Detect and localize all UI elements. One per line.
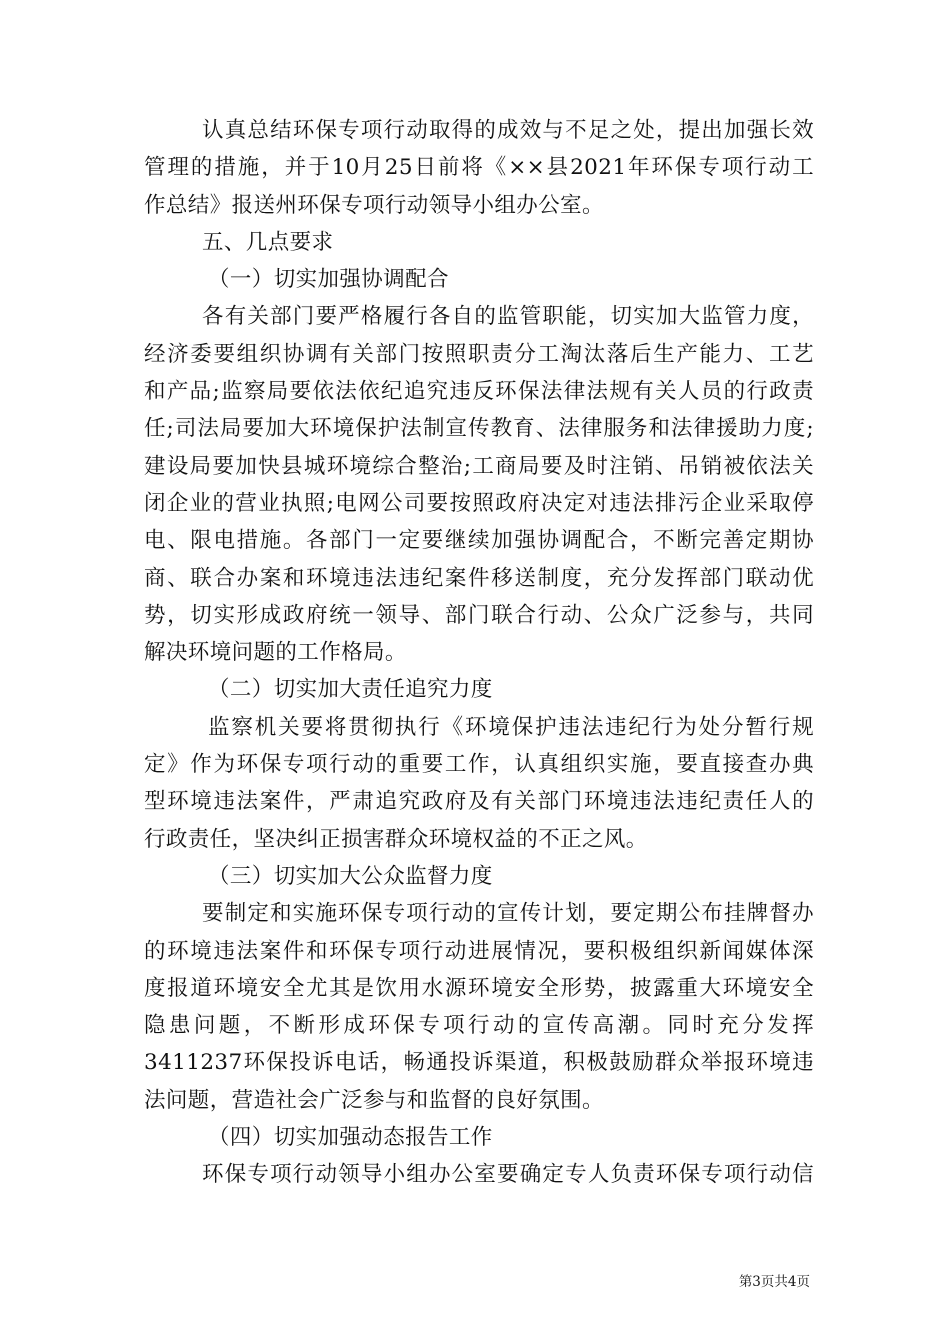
- paragraph-heading-5-1: [144, 261, 814, 298]
- text-line: 和产品;监察局要依法依纪追究违反环保法律法规有关人员的行政责: [144, 379, 814, 405]
- text-line: 任;司法局要加大环境保护法制宣传教育、法律服务和法律援助力度;: [144, 416, 814, 442]
- text-line: 环保专项行动领导小组办公室要确定专人负责环保专项行动信: [202, 1162, 814, 1188]
- text-line: 电、限电措施。各部门一定要继续加强协调配合，不断完善定期协: [144, 528, 814, 554]
- text-line: 五、几点要求: [202, 229, 334, 255]
- text-line: 行政责任，坚决纠正损害群众环境权益的不正之风。: [144, 826, 648, 852]
- text-line: 3411237环保投诉电话，畅通投诉渠道，积极鼓励群众举报环境违: [144, 1050, 814, 1076]
- paragraph-accountability: [144, 709, 814, 858]
- text-line: 隐患问题，不断形成环保专项行动的宣传高潮。同时充分发挥: [144, 1013, 814, 1039]
- text-line: （四）切实加强动态报告工作: [208, 1125, 493, 1151]
- text-line: 各有关部门要严格履行各自的监管职能，切实加大监管力度，: [202, 304, 814, 330]
- text-line: 定》作为环保专项行动的重要工作，认真组织实施，要直接查办典: [144, 752, 814, 778]
- page-number-footer: 第3页共4页: [738, 1274, 810, 1290]
- text-line: 认真总结环保专项行动取得的成效与不足之处，提出加强长效: [202, 118, 814, 143]
- text-line: （二）切实加大责任追究力度: [208, 677, 493, 703]
- text-line: 管理的措施，并于10月25日前将《××县2021年环保专项行动工: [144, 155, 814, 181]
- text-line: 经济委要组织协调有关部门按照职责分工淘汰落后生产能力、工艺: [144, 341, 814, 367]
- paragraph-public-supervision: [144, 895, 814, 1119]
- text-line: 作总结》报送州环保专项行动领导小组办公室。: [144, 192, 604, 218]
- text-line: 势，切实形成政府统一领导、部门联合行动、公众广泛参与，共同: [144, 602, 814, 628]
- text-line: 监察机关要将贯彻执行《环境保护违法违纪行为处分暂行规: [208, 714, 814, 740]
- paragraph-heading-5-2: [144, 671, 814, 708]
- text-line: （三）切实加大公众监督力度: [208, 863, 493, 889]
- paragraph-summary: [144, 112, 814, 224]
- text-line: 商、联合办案和环境违法违纪案件移送制度，充分发挥部门联动优: [144, 565, 814, 591]
- paragraph-coordination: [144, 298, 814, 671]
- text-line: 闭企业的营业执照;电网公司要按照政府决定对违法排污企业采取停: [144, 490, 814, 516]
- text-line: 建设局要加快县城环境综合整治;工商局要及时注销、吊销被依法关: [144, 453, 814, 479]
- paragraph-heading-5: [144, 224, 814, 261]
- text-line: 解决环境问题的工作格局。: [144, 640, 407, 666]
- paragraph-heading-5-3: [144, 858, 814, 895]
- text-line: 的环境违法案件和环保专项行动进展情况，要积极组织新闻媒体深: [144, 938, 814, 964]
- paragraph-heading-5-4: [144, 1119, 814, 1156]
- text-line: 要制定和实施环保专项行动的宣传计划，要定期公布挂牌督办: [202, 901, 814, 927]
- text-line: 法问题，营造社会广泛参与和监督的良好氛围。: [144, 1087, 604, 1113]
- text-line: 度报道环境安全尤其是饮用水源环境安全形势，披露重大环境安全: [144, 975, 814, 1001]
- text-line: 型环境违法案件，严肃追究政府及有关部门环境违法违纪责任人的: [144, 789, 814, 815]
- text-line: （一）切实加强协调配合: [208, 267, 449, 293]
- paragraph-reporting: [144, 1156, 814, 1193]
- document-body: [144, 112, 814, 1194]
